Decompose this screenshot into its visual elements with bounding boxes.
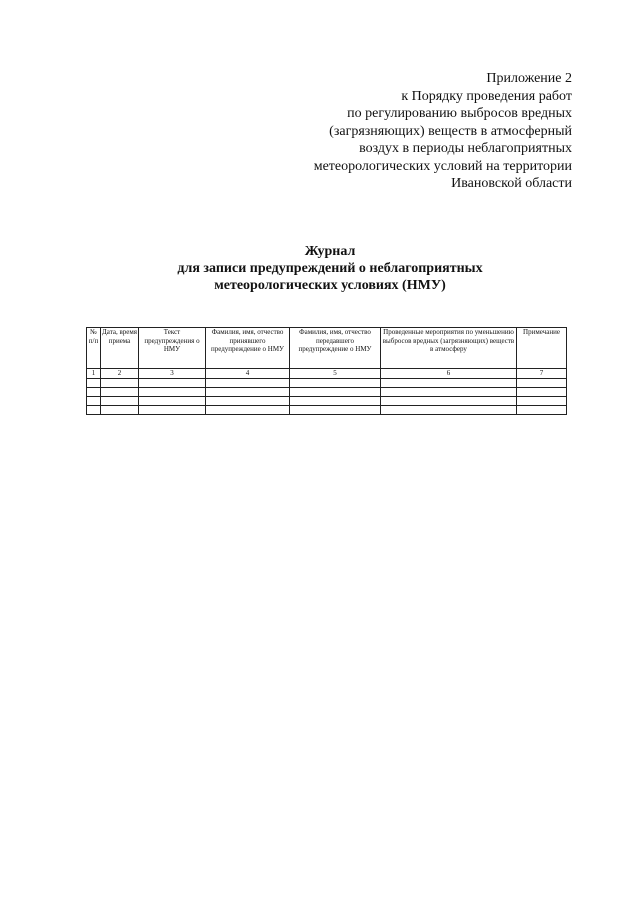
column-number: 3 bbox=[139, 369, 206, 379]
title-line: для записи предупреждений о неблагоприятных bbox=[177, 261, 483, 276]
table-cell bbox=[101, 379, 139, 388]
table-cell bbox=[517, 406, 567, 415]
header-row bbox=[87, 328, 567, 369]
table-cell bbox=[139, 406, 206, 415]
table-row bbox=[87, 379, 567, 388]
appendix-line: по регулированию выбросов вредных bbox=[347, 106, 572, 121]
header-warning-text: Текст предупреждения о НМУ bbox=[139, 328, 206, 369]
table-cell bbox=[517, 379, 567, 388]
column-number: 7 bbox=[517, 369, 567, 379]
column-number: 5 bbox=[290, 369, 381, 379]
table-cell bbox=[87, 379, 101, 388]
appendix-line: метеорологических условий на территории bbox=[313, 158, 572, 174]
table-row bbox=[87, 397, 567, 406]
table-cell bbox=[87, 388, 101, 397]
table-cell bbox=[381, 406, 517, 415]
header-measures: Проведенные мероприятия по уменьшению выбросов вредных (загрязняющих) веществ в атмосферу bbox=[381, 328, 517, 369]
appendix-line: к Порядку проведения работ bbox=[401, 88, 572, 104]
table-cell bbox=[206, 379, 290, 388]
title-line: метеорологических условиях (НМУ) bbox=[214, 278, 446, 293]
column-number-row bbox=[87, 369, 567, 379]
column-number: 2 bbox=[101, 369, 139, 379]
table-row bbox=[87, 388, 567, 397]
table-cell bbox=[101, 406, 139, 415]
header-sender-name: Фамилия, имя, отчество передавшего предупреждение о НМУ bbox=[290, 328, 381, 369]
header-number: № п/п bbox=[87, 328, 101, 369]
table-cell bbox=[87, 406, 101, 415]
header-note: Примечание bbox=[517, 328, 567, 369]
appendix-line: Приложение 2 bbox=[486, 71, 572, 86]
table-cell bbox=[290, 397, 381, 406]
appendix-line: воздух в периоды неблагоприятных bbox=[359, 141, 572, 156]
table-cell bbox=[290, 388, 381, 397]
title-line: Журнал bbox=[304, 244, 356, 259]
table-cell bbox=[517, 388, 567, 397]
table-cell bbox=[381, 397, 517, 406]
table-cell bbox=[87, 397, 101, 406]
column-number: 6 bbox=[381, 369, 517, 379]
table-cell bbox=[101, 397, 139, 406]
table-cell bbox=[206, 397, 290, 406]
table-cell bbox=[381, 379, 517, 388]
table-cell bbox=[290, 379, 381, 388]
column-number: 1 bbox=[87, 369, 101, 379]
table-cell bbox=[206, 388, 290, 397]
table-cell bbox=[139, 388, 206, 397]
table-cell bbox=[101, 388, 139, 397]
table-cell bbox=[206, 406, 290, 415]
table-cell bbox=[290, 406, 381, 415]
header-date-time: Дата, время приема bbox=[101, 328, 139, 369]
table-cell bbox=[139, 379, 206, 388]
column-number: 4 bbox=[206, 369, 290, 379]
journal-table bbox=[86, 327, 567, 415]
table-cell bbox=[517, 397, 567, 406]
table-cell bbox=[139, 397, 206, 406]
journal-title bbox=[0, 243, 640, 294]
appendix-block bbox=[252, 70, 572, 193]
header-receiver-name: Фамилия, имя, отчество принявшего предупреждение о НМУ bbox=[206, 328, 290, 369]
appendix-line: (загрязняющих) веществ в атмосферный bbox=[329, 123, 572, 139]
table-row bbox=[87, 406, 567, 415]
appendix-line: Ивановской области bbox=[451, 176, 572, 191]
table-cell bbox=[381, 388, 517, 397]
